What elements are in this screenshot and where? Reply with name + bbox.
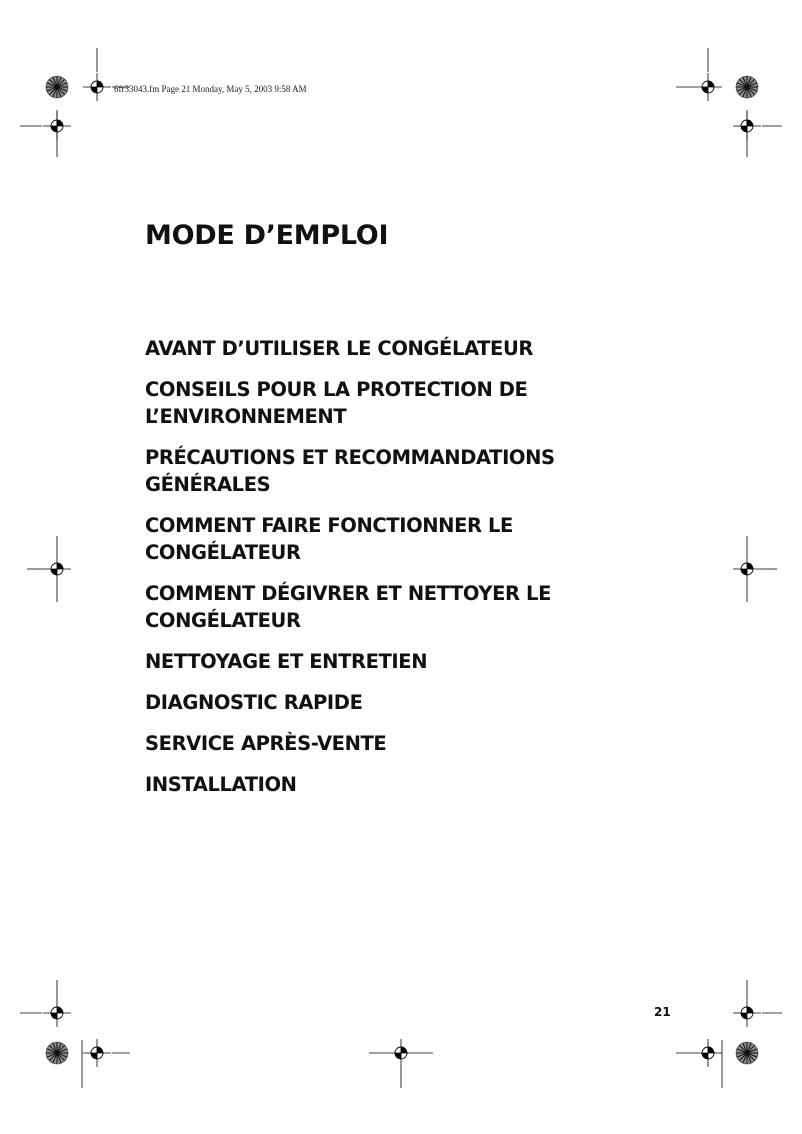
toc-item-line: CONGÉLATEUR <box>145 541 301 564</box>
toc-item-line: CONGÉLATEUR <box>145 609 301 632</box>
registration-mark-bottom-left-2 <box>43 999 71 1027</box>
registration-mark-bottom-right <box>694 1039 722 1067</box>
registration-mark-middle-left <box>43 555 71 583</box>
registration-mark-top-left-2 <box>43 112 71 140</box>
toc-item-line: DIAGNOSTIC RAPIDE <box>145 691 363 714</box>
star-disc-bottom-left <box>46 1042 68 1064</box>
registration-mark-bottom-left <box>83 1039 111 1067</box>
toc-item-line: INSTALLATION <box>145 773 297 796</box>
print-slug-header: 6fr33043.fm Page 21 Monday, May 5, 2003 9:58 AM <box>114 84 307 94</box>
toc-item <box>145 512 645 566</box>
page-number: 21 <box>654 1005 671 1019</box>
registration-mark-bottom-right-2 <box>733 999 761 1027</box>
registration-mark-middle-right <box>733 555 761 583</box>
toc-item <box>145 444 645 498</box>
toc-item-line: SERVICE APRÈS-VENTE <box>145 732 387 755</box>
registration-mark-top-right <box>694 73 722 101</box>
toc-item <box>145 771 645 798</box>
registration-mark-top-left <box>83 73 111 101</box>
toc-item <box>145 730 645 757</box>
toc-item-line: GÉNÉRALES <box>145 473 271 496</box>
toc-item <box>145 376 645 430</box>
toc-item-line: COMMENT DÉGIVRER ET NETTOYER LE <box>145 582 552 605</box>
registration-mark-top-right-2 <box>733 112 761 140</box>
page-title: MODE D’EMPLOI <box>145 220 389 251</box>
toc-item-line: PRÉCAUTIONS ET RECOMMANDATIONS <box>145 446 555 469</box>
registration-mark-bottom-center <box>387 1039 415 1067</box>
toc-item-line: AVANT D’UTILISER LE CONGÉLATEUR <box>145 337 534 360</box>
table-of-contents <box>145 335 645 812</box>
toc-item-line: NETTOYAGE ET ENTRETIEN <box>145 650 428 673</box>
toc-item <box>145 580 645 634</box>
star-disc-bottom-right <box>736 1042 758 1064</box>
toc-item-line: CONSEILS POUR LA PROTECTION DE <box>145 378 528 401</box>
star-disc-top-left <box>46 76 68 98</box>
toc-item-line: L’ENVIRONNEMENT <box>145 405 347 428</box>
star-disc-top-right <box>736 76 758 98</box>
toc-item <box>145 648 645 675</box>
toc-item <box>145 335 645 362</box>
toc-item <box>145 689 645 716</box>
toc-item-line: COMMENT FAIRE FONCTIONNER LE <box>145 514 513 537</box>
